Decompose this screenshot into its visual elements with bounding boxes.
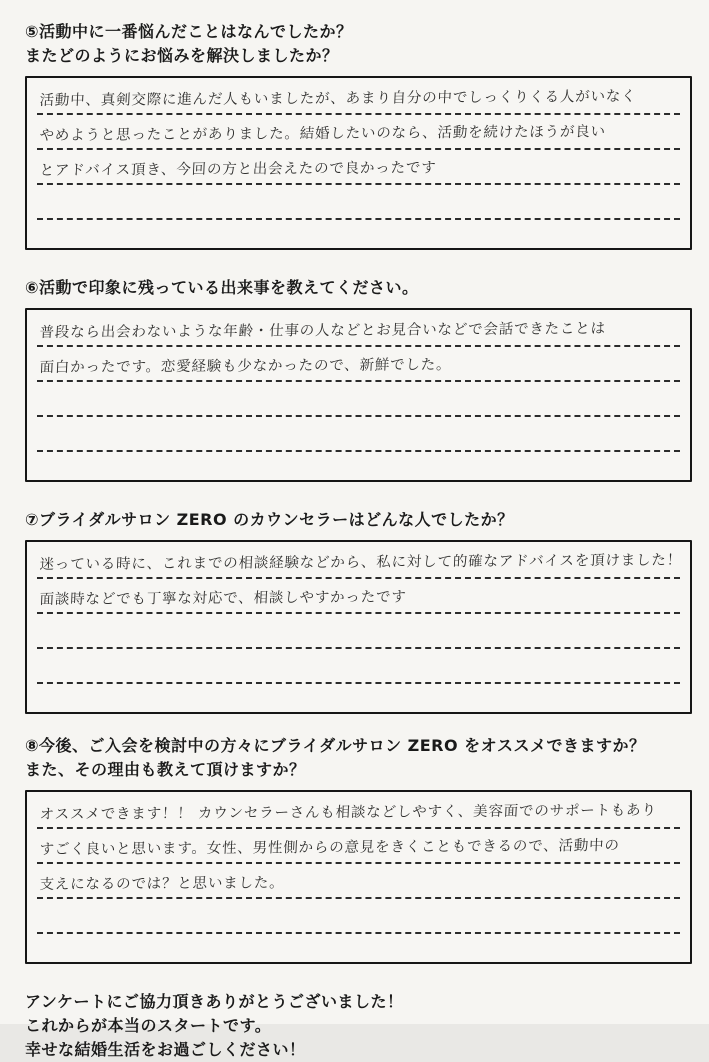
closing-message-line-1: アンケートにご協力頂きありがとうございました！ bbox=[25, 992, 404, 1011]
ruled-line bbox=[37, 417, 680, 452]
handwritten-answer-line: 面白かったです。恋愛経験も少なかったので、新鮮でした。 bbox=[39, 357, 452, 376]
answer-box-7 bbox=[25, 540, 692, 714]
ruled-line bbox=[37, 115, 680, 150]
closing-message-line-3: 幸せな結婚生活をお過ごしください！ bbox=[25, 1040, 306, 1059]
handwritten-answer-line: すごく良いと思います。女性、男性側からの意見をきくこともできるので、活動中の bbox=[39, 837, 621, 858]
question-5-text-line-1: ⑤活動中に一番悩んだことはなんでしたか？ bbox=[25, 22, 353, 41]
handwritten-answer-line bbox=[37, 644, 39, 647]
question-6 bbox=[25, 276, 692, 300]
ruled-line bbox=[37, 347, 680, 382]
ruled-line bbox=[37, 864, 680, 899]
answer-box-6 bbox=[25, 308, 692, 482]
ruled-line bbox=[37, 794, 680, 829]
closing-message-line-2: これからが本当のスタートです。 bbox=[25, 1016, 272, 1035]
handwritten-answer-line bbox=[37, 929, 39, 932]
handwritten-answer-line: オススメできます！！ カウンセラーさんも相談などしやすく、美容面でのサポートもあり bbox=[39, 802, 658, 823]
question-5-text-line-2: またどのようにお悩みを解決しましたか？ bbox=[25, 46, 339, 65]
handwritten-answer-line: 支えになるのでは？と思いました。 bbox=[39, 875, 285, 893]
handwritten-answer-line bbox=[37, 215, 39, 218]
ruled-line bbox=[37, 312, 680, 347]
question-7 bbox=[25, 508, 692, 532]
handwritten-answer-line: 活動中、真剣交際に進んだ人もいましたが、あまり自分の中でしっくりくる人がいなく bbox=[39, 88, 637, 109]
question-8-text-line-1: ⑧今後、ご入会を検討中の方々にブライダルサロン ZERO をオススメできますか？ bbox=[25, 736, 646, 755]
closing-message bbox=[25, 990, 692, 1062]
handwritten-answer-line bbox=[37, 447, 39, 450]
handwritten-answer-line: 普段なら出会わないような年齢・仕事の人などとお見合いなどで会話できたことは bbox=[39, 321, 607, 341]
ruled-line bbox=[37, 185, 680, 220]
handwritten-answer-line bbox=[37, 679, 39, 682]
question-8-text-line-2: また、その理由も教えて頂けますか？ bbox=[25, 760, 306, 779]
answer-box-5 bbox=[25, 76, 692, 250]
answer-box-8 bbox=[25, 790, 692, 964]
handwritten-answer-line: 面談時などでも丁寧な対応で、相談しやすかったです bbox=[39, 589, 407, 608]
ruled-line bbox=[37, 579, 680, 614]
ruled-line bbox=[37, 829, 680, 864]
ruled-line bbox=[37, 150, 680, 185]
question-5 bbox=[25, 20, 692, 68]
ruled-line bbox=[37, 649, 680, 684]
question-7-text-line-1: ⑦ブライダルサロン ZERO のカウンセラーはどんな人でしたか？ bbox=[25, 510, 514, 529]
ruled-line bbox=[37, 899, 680, 934]
handwritten-answer-line: やめようと思ったことがありました。結婚したいのなら、活動を続けたほうが良い bbox=[39, 124, 607, 144]
ruled-line bbox=[37, 544, 683, 579]
ruled-line bbox=[37, 614, 680, 649]
handwritten-answer-line: とアドバイス頂き、今回の方と出会えたので良かったです bbox=[39, 160, 437, 179]
question-8 bbox=[25, 734, 692, 782]
ruled-line bbox=[37, 80, 680, 115]
question-6-text-line-1: ⑥活動で印象に残っている出来事を教えてください。 bbox=[25, 278, 419, 297]
ruled-line bbox=[37, 382, 680, 417]
handwritten-answer-line: 迷っている時に、これまでの相談経験などから、私に対して的確なアドバイスを頂けました！ bbox=[39, 552, 683, 573]
handwritten-answer-line bbox=[37, 412, 39, 415]
